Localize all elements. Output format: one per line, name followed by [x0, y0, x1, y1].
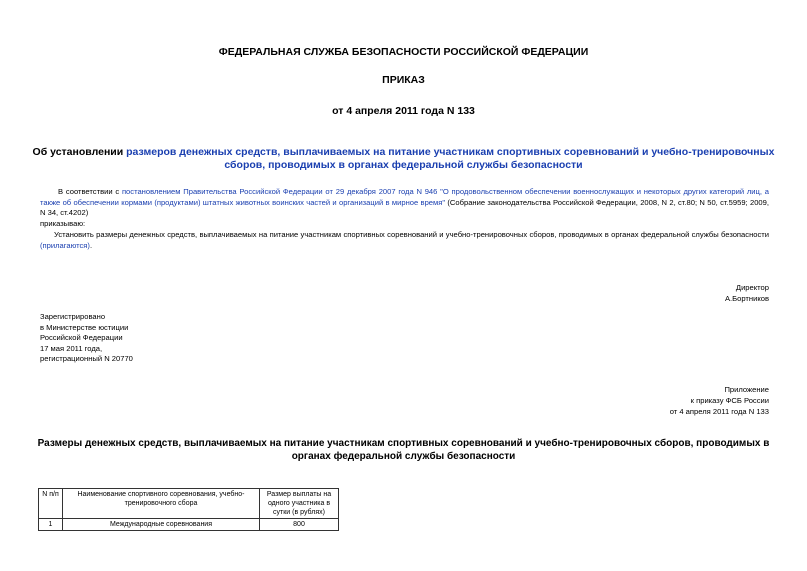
header-cell-amount: Размер выплаты на одного участника в сутки (в рублях) — [260, 489, 339, 519]
registration-line: регистрационный N 20770 — [40, 354, 133, 363]
table-row — [39, 519, 339, 531]
title-link[interactable]: размеров денежных средств, выплачиваемых на питание участникам спортивных соревнований и учебно-тренировочных сборов, проводимых в органах федеральной службы безопасности — [126, 146, 775, 171]
header-cell-name: Наименование спортивного соревнования, учебно-тренировочного сбора — [63, 489, 260, 519]
order-paragraph — [40, 230, 769, 251]
rates-table — [38, 488, 339, 531]
registration-line: Зарегистрировано — [40, 312, 106, 321]
preamble-paragraph — [40, 187, 769, 219]
government-decree-link[interactable]: постановлением Правительства Российской Федерации от 29 декабря 2007 года N 946 "О продовольственном обеспечении военнослужащих и некоторых других категорий лиц, а также об обеспечении кормами (продуктами) штатных животных воинских частей и организаций в мирное время" — [40, 187, 770, 207]
cell-amount: 800 — [260, 519, 339, 531]
appendix-block — [670, 384, 769, 417]
preamble-start: В соответствии с — [58, 187, 122, 196]
table-header-row — [39, 489, 339, 519]
appendix-title: Размеры денежных средств, выплачиваемых на питание участникам спортивных соревнований и учебно-тренировочных сборов, проводимых в органах федеральной службы безопасности — [37, 438, 770, 462]
order-text-end: . — [89, 240, 93, 250]
signature-name: А.Бортников — [724, 294, 769, 303]
registration-line: Российской Федерации — [40, 333, 123, 342]
appendix-line: Приложение — [724, 385, 769, 394]
order-word: приказываю: — [40, 219, 86, 228]
signature-position: Директор — [735, 283, 769, 292]
title-prefix: Об установлении — [32, 146, 127, 158]
header-cell-number: N п/п — [39, 489, 63, 519]
order-text: Установить размеры денежных средств, выплачиваемых на питание участникам спортивных соревнований и учебно-тренировочных сборов, проводимых в органах федеральной службы безопасности — [54, 230, 769, 239]
registration-block — [40, 312, 133, 365]
registration-line: 17 мая 2011 года, — [40, 343, 103, 353]
document-title — [30, 146, 777, 172]
cell-name: Международные соревнования — [63, 519, 260, 531]
cell-number: 1 — [39, 519, 63, 531]
appendix-line: от 4 апреля 2011 года N 133 — [669, 407, 769, 416]
attached-link[interactable]: (прилагаются) — [40, 240, 90, 250]
document-date-number: от 4 апреля 2011 года N 133 — [332, 105, 475, 117]
agency-name: ФЕДЕРАЛЬНАЯ СЛУЖБА БЕЗОПАСНОСТИ РОССИЙСКОЙ ФЕДЕРАЦИИ — [218, 46, 589, 58]
document-type: ПРИКАЗ — [382, 74, 425, 86]
appendix-line: к приказу ФСБ России — [690, 396, 769, 405]
preamble-end: (Собрание законодательства Российской Федерации, 2008, N 2, ст.80; N 50, ст.5959; 2009, N 34, ст.4202) — [40, 197, 769, 217]
registration-line: в Министерстве юстиции — [40, 322, 129, 332]
